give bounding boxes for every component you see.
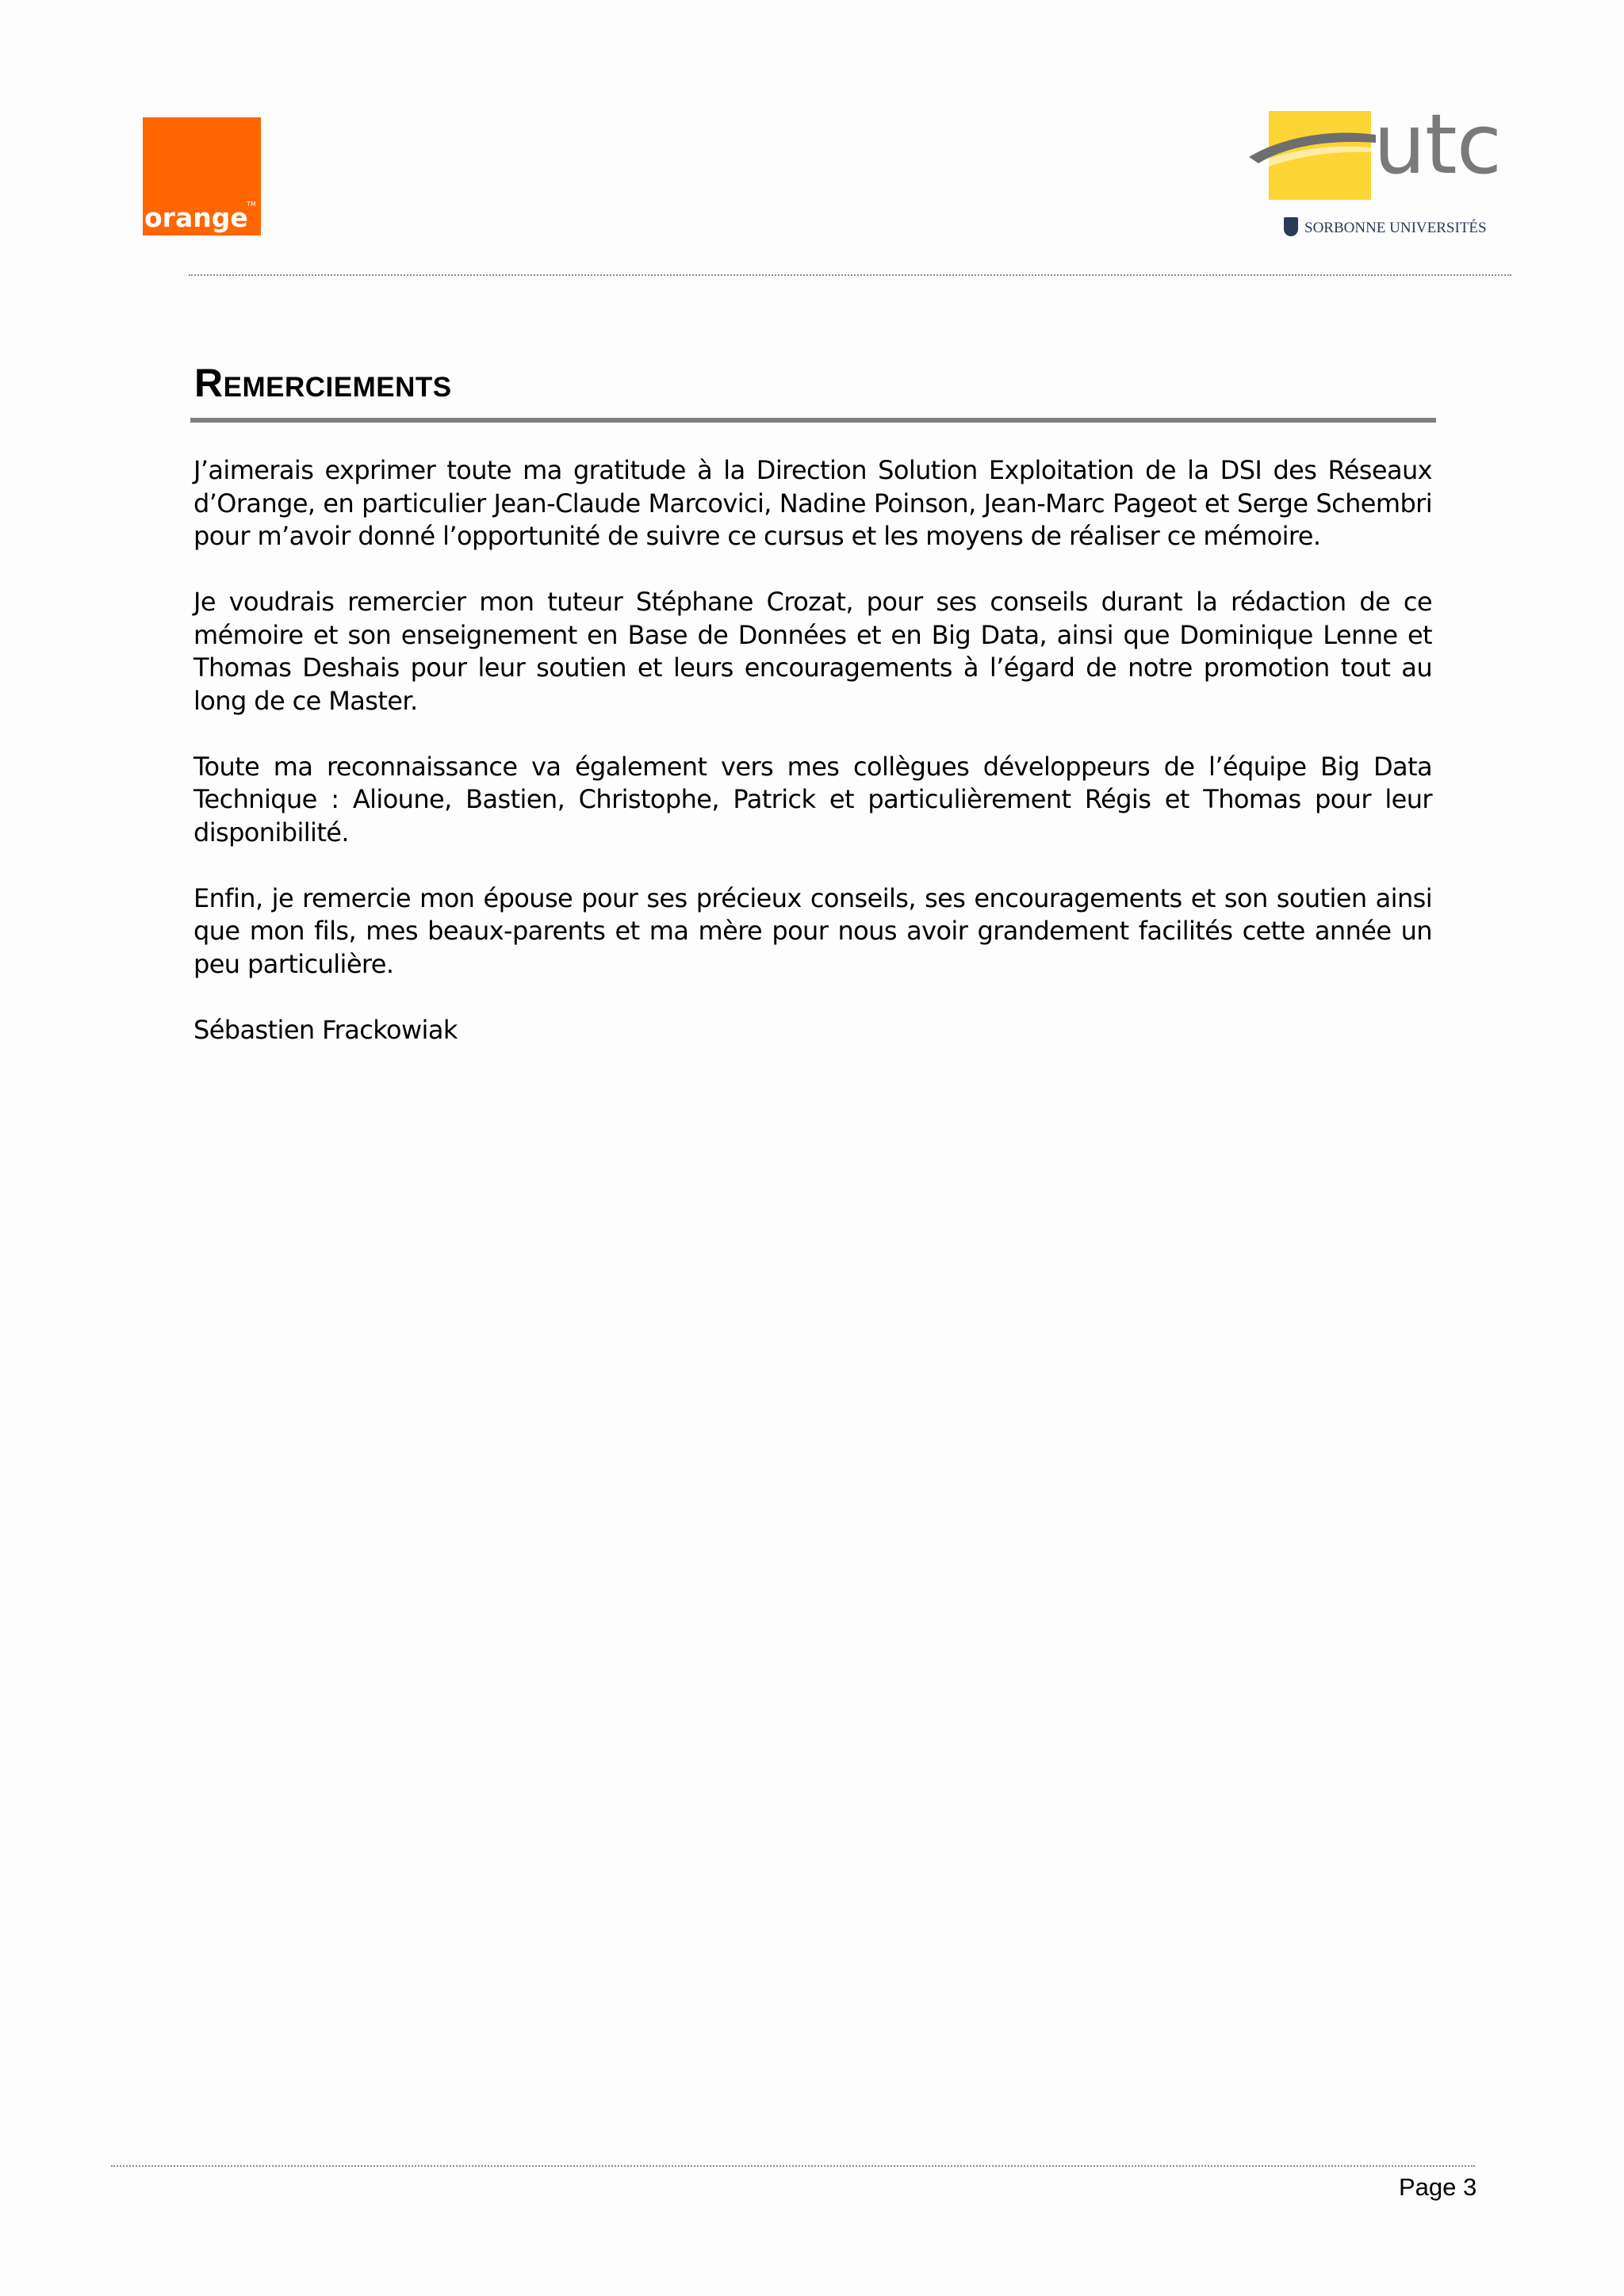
orange-logo-trademark: TM bbox=[247, 201, 256, 208]
paragraph: J’aimerais exprimer toute ma gratitude à la Direction Solution Exploitation de la DSI des Réseaux d’Orange, en particulier Jean-Claude Marcovici, Nadine Poinson, Jean-Marc Pageot et Serge Schembri pour m’avoir donné l’opportunité de suivre ce cursus et les moyens de réaliser ce mémoire. bbox=[193, 455, 1432, 551]
utc-logo-wordmark: utc bbox=[1373, 96, 1501, 193]
page-title: Remerciements bbox=[194, 361, 452, 405]
orange-logo-icon bbox=[143, 117, 261, 235]
paragraph: Enfin, je remercie mon épouse pour ses précieux conseils, ses encouragements et son soutien ainsi que mon fils, mes beaux-parents et ma mère pour nous avoir grandement facilités cette année un peu particulière. bbox=[193, 882, 1432, 979]
sorbonne-subtitle bbox=[1284, 217, 1487, 236]
signature: Sébastien Frackowiak bbox=[193, 1014, 458, 1045]
page-number: Page 3 bbox=[1399, 2173, 1477, 2201]
paragraph: Toute ma reconnaissance va également vers mes collègues développeurs de l’équipe Big Data Technique : Alioune, Bastien, Christophe, Patrick et particulièrement Régis et Thomas pour leur disponibilité. bbox=[193, 751, 1432, 848]
paragraph: Je voudrais remercier mon tuteur Stéphane Crozat, pour ses conseils durant la rédaction de ce mémoire et son enseignement en Base de Données et en Big Data, ainsi que Dominique Lenne et Thomas Deshais pour leur soutien et leurs encouragements à l’égard de notre promotion tout au long de ce Master. bbox=[193, 587, 1432, 716]
sorbonne-shield-icon bbox=[1284, 217, 1298, 236]
orange-logo-wordmark: orange bbox=[144, 202, 248, 233]
utc-logo-icon bbox=[1249, 96, 1511, 238]
document-body bbox=[193, 454, 1432, 1080]
sorbonne-subtitle-text: SORBONNE UNIVERSITÉS bbox=[1304, 220, 1487, 236]
title-underline bbox=[190, 418, 1436, 423]
footer-divider bbox=[111, 2165, 1475, 2167]
header-divider bbox=[189, 274, 1511, 276]
